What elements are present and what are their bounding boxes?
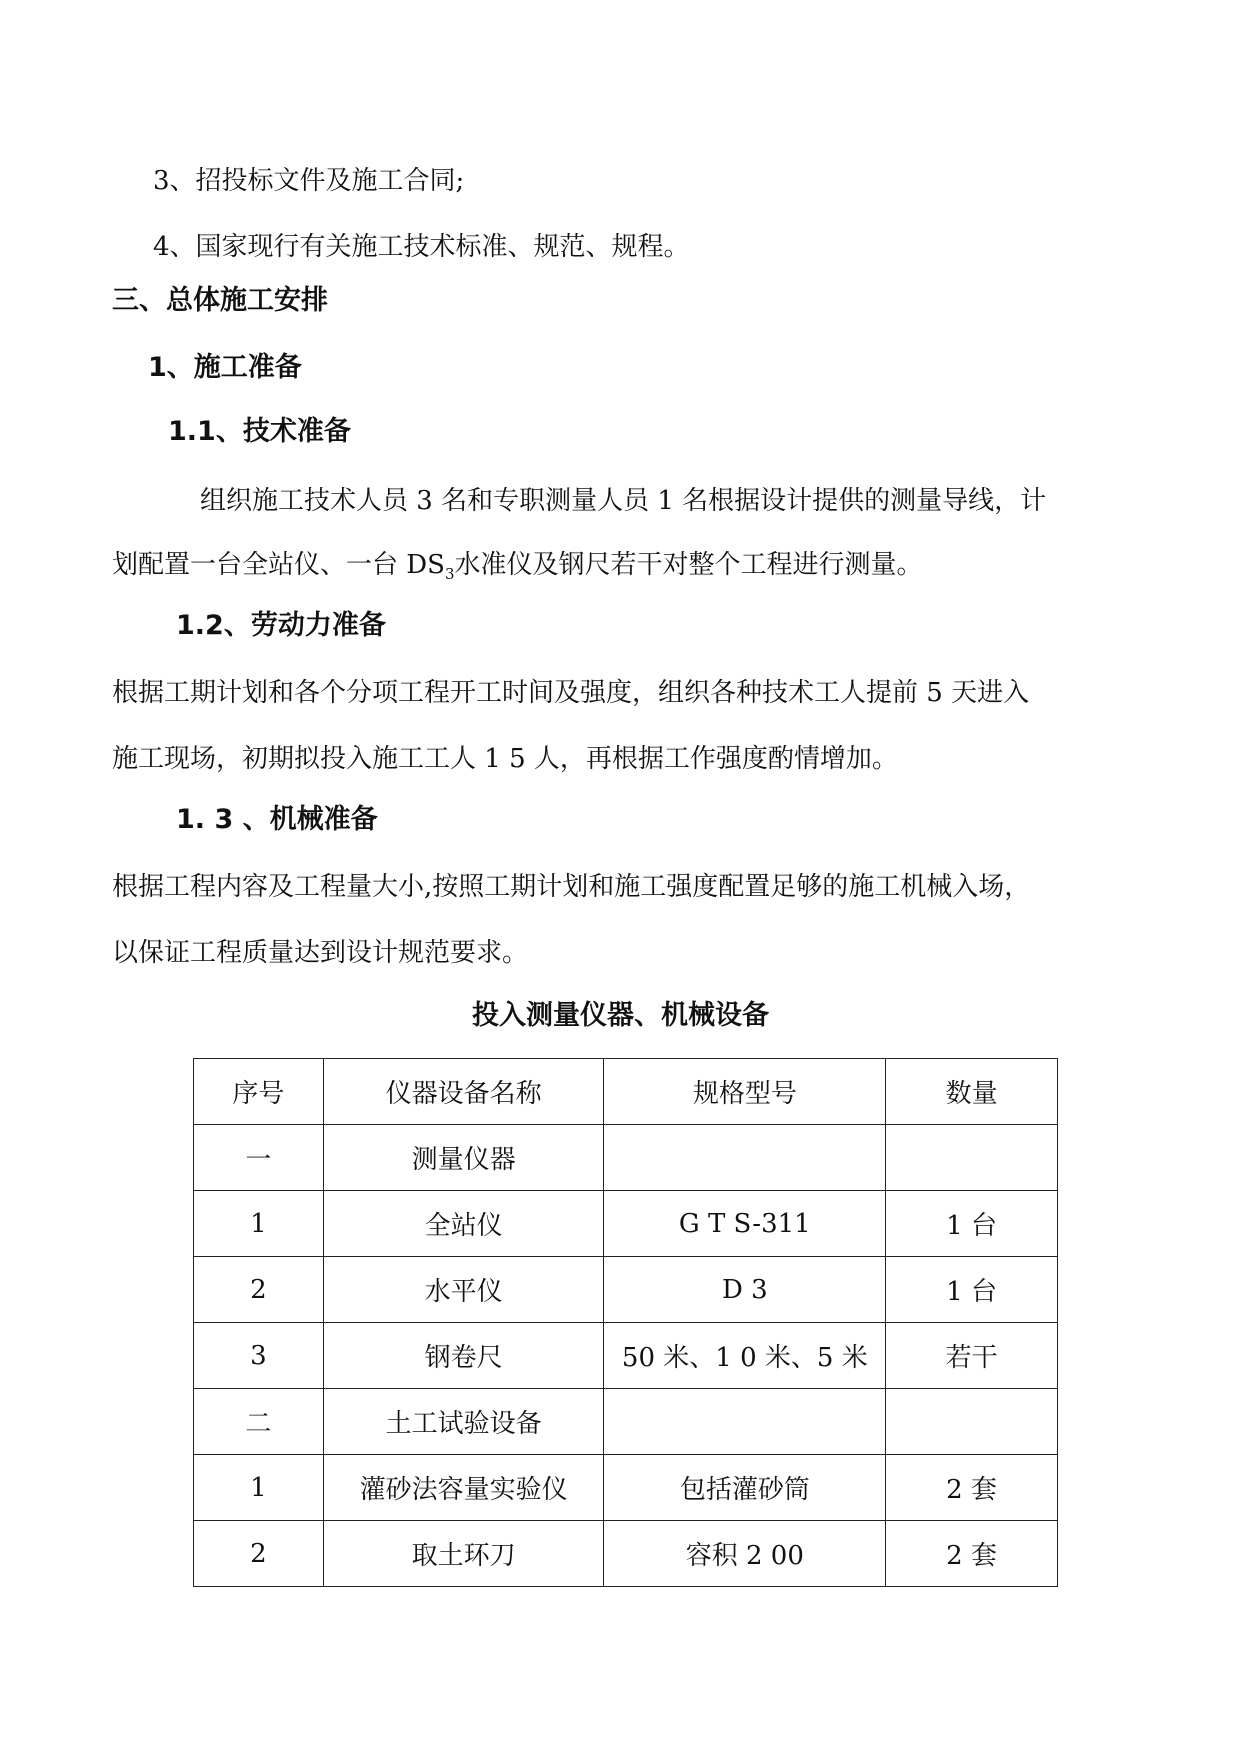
cell-quantity <box>886 1389 1058 1455</box>
tech-prep-line-2-subscript: 3 <box>444 565 455 583</box>
tech-prep-line-2-after: 水准仪及钢尺若干对整个工程进行测量。 <box>454 550 923 580</box>
cell-quantity: 2 套 <box>886 1521 1058 1587</box>
labor-prep-line-2: 施工现场，初期拟投入施工工人 1 5 人，再根据工作强度酌情增加。 <box>112 744 898 774</box>
labor-prep-line-1: 根据工期计划和各个分项工程开工时间及强度，组织各种技术工人提前 5 天进入 <box>112 678 1030 708</box>
cell-spec <box>604 1389 886 1455</box>
table-row <box>194 1257 1058 1323</box>
cell-quantity: 若干 <box>886 1323 1058 1389</box>
cell-index: 2 <box>194 1257 324 1323</box>
header-spec: 规格型号 <box>604 1059 886 1125</box>
cell-name: 测量仪器 <box>323 1125 604 1191</box>
cell-name: 钢卷尺 <box>323 1323 604 1389</box>
tech-prep-line-1: 组织施工技术人员 3 名和专职测量人员 1 名根据设计提供的测量导线，计 <box>200 486 1047 516</box>
table-row <box>194 1521 1058 1587</box>
table-row <box>194 1191 1058 1257</box>
cell-quantity: 1 台 <box>886 1257 1058 1323</box>
cell-quantity: 1 台 <box>886 1191 1058 1257</box>
cell-index: 1 <box>194 1191 324 1257</box>
header-quantity: 数量 <box>886 1059 1058 1125</box>
cell-name: 水平仪 <box>323 1257 604 1323</box>
table-title: 投入测量仪器、机械设备 <box>472 1000 769 1031</box>
tech-prep-line-2 <box>112 547 923 592</box>
header-index: 序号 <box>194 1059 324 1125</box>
item-3-text: 3、招投标文件及施工合同; <box>153 166 465 196</box>
cell-name: 取土环刀 <box>323 1521 604 1587</box>
sub-1-3-heading: 1. 3 、机械准备 <box>176 804 378 835</box>
equipment-table <box>193 1058 1058 1587</box>
cell-name: 土工试验设备 <box>323 1389 604 1455</box>
item-4-text: 4、国家现行有关施工技术标准、规范、规程。 <box>153 232 690 262</box>
table-row <box>194 1323 1058 1389</box>
tech-prep-line-2-before: 划配置一台全站仪、一台 DS <box>112 550 445 580</box>
mech-prep-line-1: 根据工程内容及工程量大小,按照工期计划和施工强度配置足够的施工机械入场， <box>112 872 1031 902</box>
cell-quantity: 2 套 <box>886 1455 1058 1521</box>
cell-index: 二 <box>194 1389 324 1455</box>
table-row <box>194 1389 1058 1455</box>
cell-index: 2 <box>194 1521 324 1587</box>
sub-1-heading: 1、施工准备 <box>148 352 302 383</box>
header-name: 仪器设备名称 <box>323 1059 604 1125</box>
cell-spec: 容积 2 00 <box>604 1521 886 1587</box>
cell-spec: 50 米、1 0 米、5 米 <box>604 1323 886 1389</box>
sub-1-1-heading: 1.1、技术准备 <box>168 416 351 447</box>
cell-spec <box>604 1125 886 1191</box>
cell-index: 1 <box>194 1455 324 1521</box>
cell-name: 全站仪 <box>323 1191 604 1257</box>
table-row <box>194 1455 1058 1521</box>
section-3-heading: 三、总体施工安排 <box>112 285 328 316</box>
table-header-row <box>194 1059 1058 1125</box>
cell-name: 灌砂法容量实验仪 <box>323 1455 604 1521</box>
sub-1-2-heading: 1.2、劳动力准备 <box>176 610 386 641</box>
cell-quantity <box>886 1125 1058 1191</box>
cell-spec: G T S-311 <box>604 1191 886 1257</box>
mech-prep-line-2: 以保证工程质量达到设计规范要求。 <box>112 938 529 968</box>
cell-index: 一 <box>194 1125 324 1191</box>
cell-spec: D 3 <box>604 1257 886 1323</box>
cell-spec: 包括灌砂筒 <box>604 1455 886 1521</box>
cell-index: 3 <box>194 1323 324 1389</box>
table-row <box>194 1125 1058 1191</box>
